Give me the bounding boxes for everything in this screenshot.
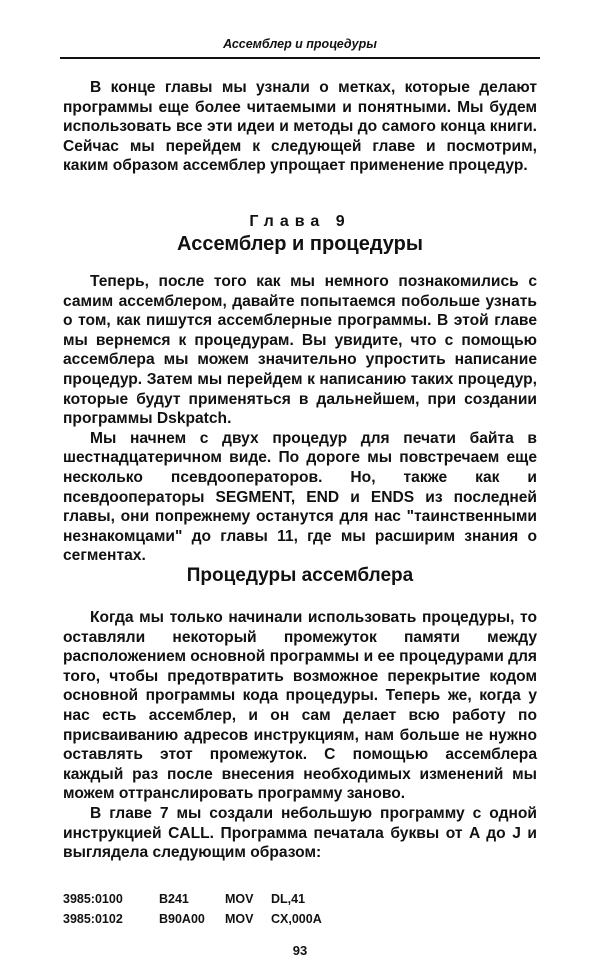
code-operands: CX,000A bbox=[271, 912, 322, 926]
code-hex: B90A00 bbox=[159, 912, 205, 926]
code-operands: DL,41 bbox=[271, 892, 306, 906]
intro-text bbox=[63, 78, 537, 176]
code-line bbox=[63, 912, 423, 926]
section-title: Процедуры ассемблера bbox=[186, 565, 414, 586]
header-rule bbox=[60, 57, 540, 59]
code-line bbox=[63, 892, 423, 906]
chapter-text bbox=[63, 272, 537, 566]
code-address: 3985:0100 bbox=[63, 892, 123, 906]
code-mnemonic: MOV bbox=[225, 912, 254, 926]
code-hex: B241 bbox=[159, 892, 189, 906]
section-paragraph-1: Когда мы только начинали использовать процедуры, то оставляли некоторый промежуток памяти между расположением основной программы и ее процедурами для того, чтобы предотвратить возможное перекрытие кодом основной программы кода процедуры. Теперь же, когда у нас есть ассемблер, и он сам делает всю работу по присваиванию адресов инструкциям, нам больше не нужно оставлять этот промежуток. С помощью ассемблера каждый раз после внесения необходимых изменений мы можем оттранслировать программу заново. bbox=[63, 609, 538, 803]
chapter-paragraph-2: Мы начнем с двух процедур для печати байта в шестнадцатеричном виде. По дороге мы повстречаем еще несколько псевдооператоров. Но, также как и псевдооператоры SEGMENT, END и ENDS из последней главы, они попрежнему останутся для нас "таинственными незнакомцами" до главы 11, где мы расширим знания о сегментах. bbox=[63, 429, 537, 565]
running-head: Ассемблер и процедуры bbox=[223, 37, 377, 51]
code-address: 3985:0102 bbox=[63, 912, 123, 926]
chapter-label: Глава 9 bbox=[249, 213, 351, 230]
page-number: 93 bbox=[292, 943, 308, 958]
chapter-title: Ассемблер и процедуры bbox=[177, 233, 423, 255]
chapter-paragraph-1: Теперь, после того как мы немного познакомились с самим ассемблером, давайте попытаемся побольше узнать о том, как пишутся ассемблерные программы. В этой главе мы вернемся к процедурам. Вы увидите, что с помощью ассемблера мы можем значительно упростить написание процедур. Затем мы перейдем к написанию таких процедур, которые будут применяться в дальнейшем, при создании программы Dskpatch. bbox=[63, 273, 537, 428]
section-text bbox=[63, 608, 537, 863]
code-mnemonic: MOV bbox=[225, 892, 254, 906]
section-paragraph-2: В главе 7 мы создали небольшую программу с одной инструкцией CALL. Программа печатала буквы от A до J и выглядела следующим образом: bbox=[63, 804, 537, 862]
intro-paragraph: В конце главы мы узнали о метках, которые делают программы еще более читаемыми и понятными. Мы будем использовать все эти идеи и методы до самого конца книги. Сейчас мы перейдем к следующей главе и посмотрим, каким образом ассемблер упрощает применение процедур. bbox=[63, 79, 537, 175]
